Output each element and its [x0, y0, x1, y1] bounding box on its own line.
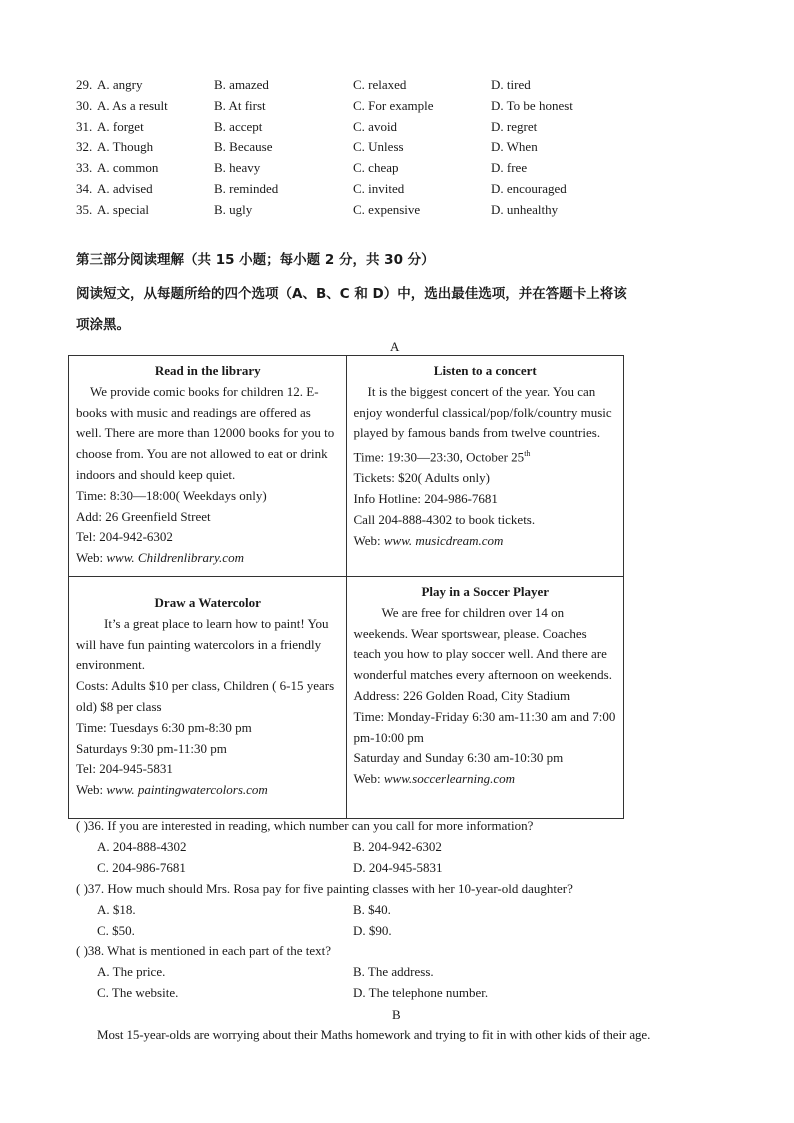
option-b: B. Because [214, 139, 273, 154]
option-a: A. angry [97, 77, 143, 92]
watercolor-web [76, 780, 340, 801]
watercolor-web-url: www. paintingwatercolors.com [106, 782, 268, 798]
option-row-34 [0, 181, 794, 202]
option-b: B. reminded [214, 181, 279, 196]
option-b: B. heavy [214, 160, 261, 175]
option-row-29 [0, 77, 794, 98]
option-b: B. ugly [214, 202, 253, 217]
question-number: 31. [76, 119, 93, 134]
option-d: D. To be honest [491, 98, 573, 113]
soccer-cell [346, 577, 624, 819]
option-a: A. special [97, 202, 149, 217]
question-number: 35. [76, 202, 93, 217]
watercolor-tel: Tel: 204-945-5831 [76, 761, 173, 777]
option-row-30 [0, 98, 794, 119]
option-d: D. tired [491, 77, 531, 92]
option-d: D. free [491, 160, 528, 175]
concert-time-text: Time: 19:30—23:30, October 25 [353, 449, 525, 465]
question-38-option-b: B. The address. [353, 964, 434, 979]
option-d: D. encouraged [491, 181, 567, 196]
concert-web-url: www. musicdream.com [383, 532, 504, 548]
question-38-option-c: C. The website. [97, 985, 179, 1000]
soccer-time2: Saturday and Sunday 6:30 am-10:30 pm [353, 750, 564, 766]
section-instruction-line1: 阅读短文，从每题所给的四个选项（A、B、C 和 D）中，选出最佳选项，并在答题卡上将该 [76, 286, 627, 302]
section-title: 第三部分阅读理解（共 15 小题；每小题 2 分，共 30 分） [76, 252, 435, 268]
web-label: Web: [353, 771, 384, 787]
question-36-option-d: D. 204-945-5831 [353, 860, 443, 875]
watercolor-time2: Saturdays 9:30 pm-11:30 pm [76, 740, 227, 756]
concert-title: Listen to a concert [433, 363, 537, 378]
concert-web [354, 531, 618, 552]
passage-a-label: A [390, 339, 400, 354]
option-c: C. avoid [353, 119, 398, 134]
soccer-time1: Time: Monday-Friday 6:30 am-11:30 am and 7:00 pm-10:00 pm [353, 708, 616, 745]
library-title: Read in the library [154, 363, 261, 378]
option-b: B. accept [214, 119, 263, 134]
option-c: C. Unless [353, 139, 404, 154]
option-row-33 [0, 160, 794, 181]
watercolor-body: It’s a great place to learn how to paint! You will have fun painting watercolors in a friendly environment. [76, 615, 329, 673]
option-c: C. relaxed [353, 77, 407, 92]
watercolor-title: Draw a Watercolor [154, 595, 261, 610]
soccer-web [354, 769, 618, 790]
watercolor-time1: Time: Tuesdays 6:30 pm-8:30 pm [76, 719, 252, 735]
library-address: Add: 26 Greenfield Street [76, 508, 211, 524]
question-36-option-a: A. 204-888-4302 [97, 839, 187, 854]
option-row-31 [0, 119, 794, 140]
question-37-option-d: D. $90. [353, 923, 392, 938]
soccer-body: We are free for children over 14 on weekends. Wear sportswear, please. Coaches teach you how to play soccer well. And there are wonderful matches every afternoon on weekends. [353, 604, 612, 683]
library-cell [69, 356, 347, 577]
passage-b-first-line: Most 15-year-olds are worrying about their Maths homework and trying to fit in with other kids of their age. [97, 1027, 651, 1042]
option-c: C. expensive [353, 202, 421, 217]
option-d: D. unhealthy [491, 202, 559, 217]
question-number: 34. [76, 181, 93, 196]
question-36-stem: ( )36. If you are interested in reading, which number can you call for more information? [76, 818, 534, 833]
option-a: A. common [97, 160, 159, 175]
option-c: C. For example [353, 98, 434, 113]
option-b: B. At first [214, 98, 266, 113]
soccer-address: Address: 226 Golden Road, City Stadium [353, 687, 571, 703]
question-37-option-c: C. $50. [97, 923, 135, 938]
concert-time-sup: th [524, 449, 531, 459]
concert-tickets: Tickets: $20( Adults only) [353, 470, 490, 486]
web-label: Web: [76, 782, 107, 798]
concert-hotline: Info Hotline: 204-986-7681 [353, 491, 498, 507]
option-row-35 [0, 202, 794, 223]
concert-body: It is the biggest concert of the year. You can enjoy wonderful classical/pop/folk/country music played by famous bands from twelve countries. [353, 383, 612, 441]
question-38-option-d: D. The telephone number. [353, 985, 489, 1000]
concert-cell [346, 356, 624, 577]
library-web-url: www. Childrenlibrary.com [106, 550, 244, 566]
option-a: A. advised [97, 181, 153, 196]
soccer-web-url: www.soccerlearning.com [383, 771, 516, 787]
concert-time [354, 444, 618, 468]
library-web [76, 548, 340, 569]
question-38-option-a: A. The price. [97, 964, 166, 979]
option-a: A. As a result [97, 98, 168, 113]
option-c: C. invited [353, 181, 405, 196]
watercolor-costs: Costs: Adults $10 per class, Children ( 6-15 years old) $8 per class [76, 678, 335, 714]
question-37-option-b: B. $40. [353, 902, 391, 917]
question-37-stem: ( )37. How much should Mrs. Rosa pay for five painting classes with her 10-year-old daughter? [76, 881, 573, 896]
question-number: 30. [76, 98, 93, 113]
question-38-stem: ( )38. What is mentioned in each part of the text? [76, 943, 331, 958]
section-instruction-line2: 项涂黑。 [76, 317, 130, 333]
question-36-option-b: B. 204-942-6302 [353, 839, 442, 854]
option-row-32 [0, 139, 794, 160]
question-number: 32. [76, 139, 93, 154]
library-tel: Tel: 204-942-6302 [76, 529, 173, 545]
library-time: Time: 8:30—18:00( Weekdays only) [76, 487, 267, 503]
option-c: C. cheap [353, 160, 399, 175]
web-label: Web: [76, 550, 107, 566]
web-label: Web: [353, 532, 384, 548]
passage-b-label: B [392, 1007, 401, 1022]
concert-call: Call 204-888-4302 to book tickets. [353, 511, 536, 527]
soccer-title: Play in a Soccer Player [421, 584, 550, 599]
ads-table [68, 355, 624, 819]
watercolor-cell [69, 577, 347, 819]
option-a: A. Though [97, 139, 154, 154]
question-number: 33. [76, 160, 93, 175]
library-body: We provide comic books for children 12. E-books with music and readings are offered as well. There are more than 12000 books for you to choose from. You are not allowed to eat or drink indoors and should keep quiet. [76, 383, 335, 482]
option-d: D. regret [491, 119, 538, 134]
option-a: A. forget [97, 119, 144, 134]
question-number: 29. [76, 77, 93, 92]
option-b: B. amazed [214, 77, 269, 92]
question-36-option-c: C. 204-986-7681 [97, 860, 186, 875]
option-d: D. When [491, 139, 538, 154]
question-37-option-a: A. $18. [97, 902, 136, 917]
